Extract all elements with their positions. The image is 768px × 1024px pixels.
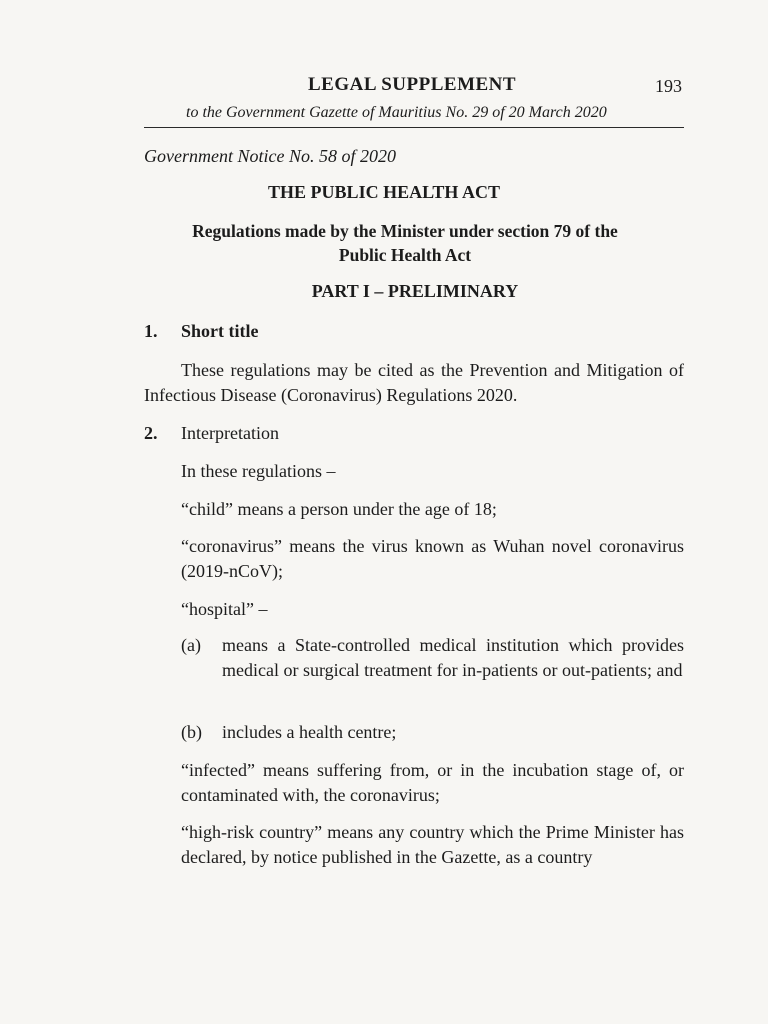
definition-infected: “infected” means suffering from, or in the incubation stage of, or contaminated with, the coronavirus; [181, 760, 684, 805]
definition-hospital: “hospital” – [181, 599, 268, 619]
part-title: PART I – PRELIMINARY [311, 281, 519, 301]
regulation-title: Regulations made by the Minister under section 79 of the Public Health Act [192, 221, 618, 265]
section-1-text: These regulations may be cited as the Prevention and Mitigation of Infectious Disease (Coronavirus) Regulations 2020. [144, 360, 684, 405]
supplement-subtitle: to the Government Gazette of Mauritius No. 29 of 20 March 2020 [186, 104, 607, 121]
definition-high-risk-country: “high-risk country” means any country which the Prime Minister has declared, by notice published in the Gazette, as a country [181, 822, 684, 867]
hospital-item-a-text: means a State-controlled medical institution which provides medical or surgical treatment for in-patients or out-patients; and [222, 635, 684, 680]
hospital-item-a-label: (a) [181, 635, 201, 655]
act-title: THE PUBLIC HEALTH ACT [268, 182, 500, 202]
supplement-title: LEGAL SUPPLEMENT [308, 74, 517, 95]
government-notice: Government Notice No. 58 of 2020 [144, 146, 396, 166]
hospital-item-b-label: (b) [181, 722, 202, 742]
page-number: 193 [655, 76, 682, 96]
section-2-number: 2. [144, 423, 158, 443]
section-1-number: 1. [144, 321, 158, 341]
definition-coronavirus: “coronavirus” means the virus known as Wuhan novel coronavirus (2019-nCoV); [181, 536, 684, 581]
header-rule [144, 127, 684, 128]
interpretation-intro: In these regulations – [181, 461, 336, 481]
definition-child: “child” means a person under the age of 18; [181, 499, 497, 519]
section-1-heading: Short title [181, 321, 259, 341]
section-2-heading: Interpretation [181, 423, 279, 443]
hospital-item-b-text: includes a health centre; [222, 722, 397, 742]
